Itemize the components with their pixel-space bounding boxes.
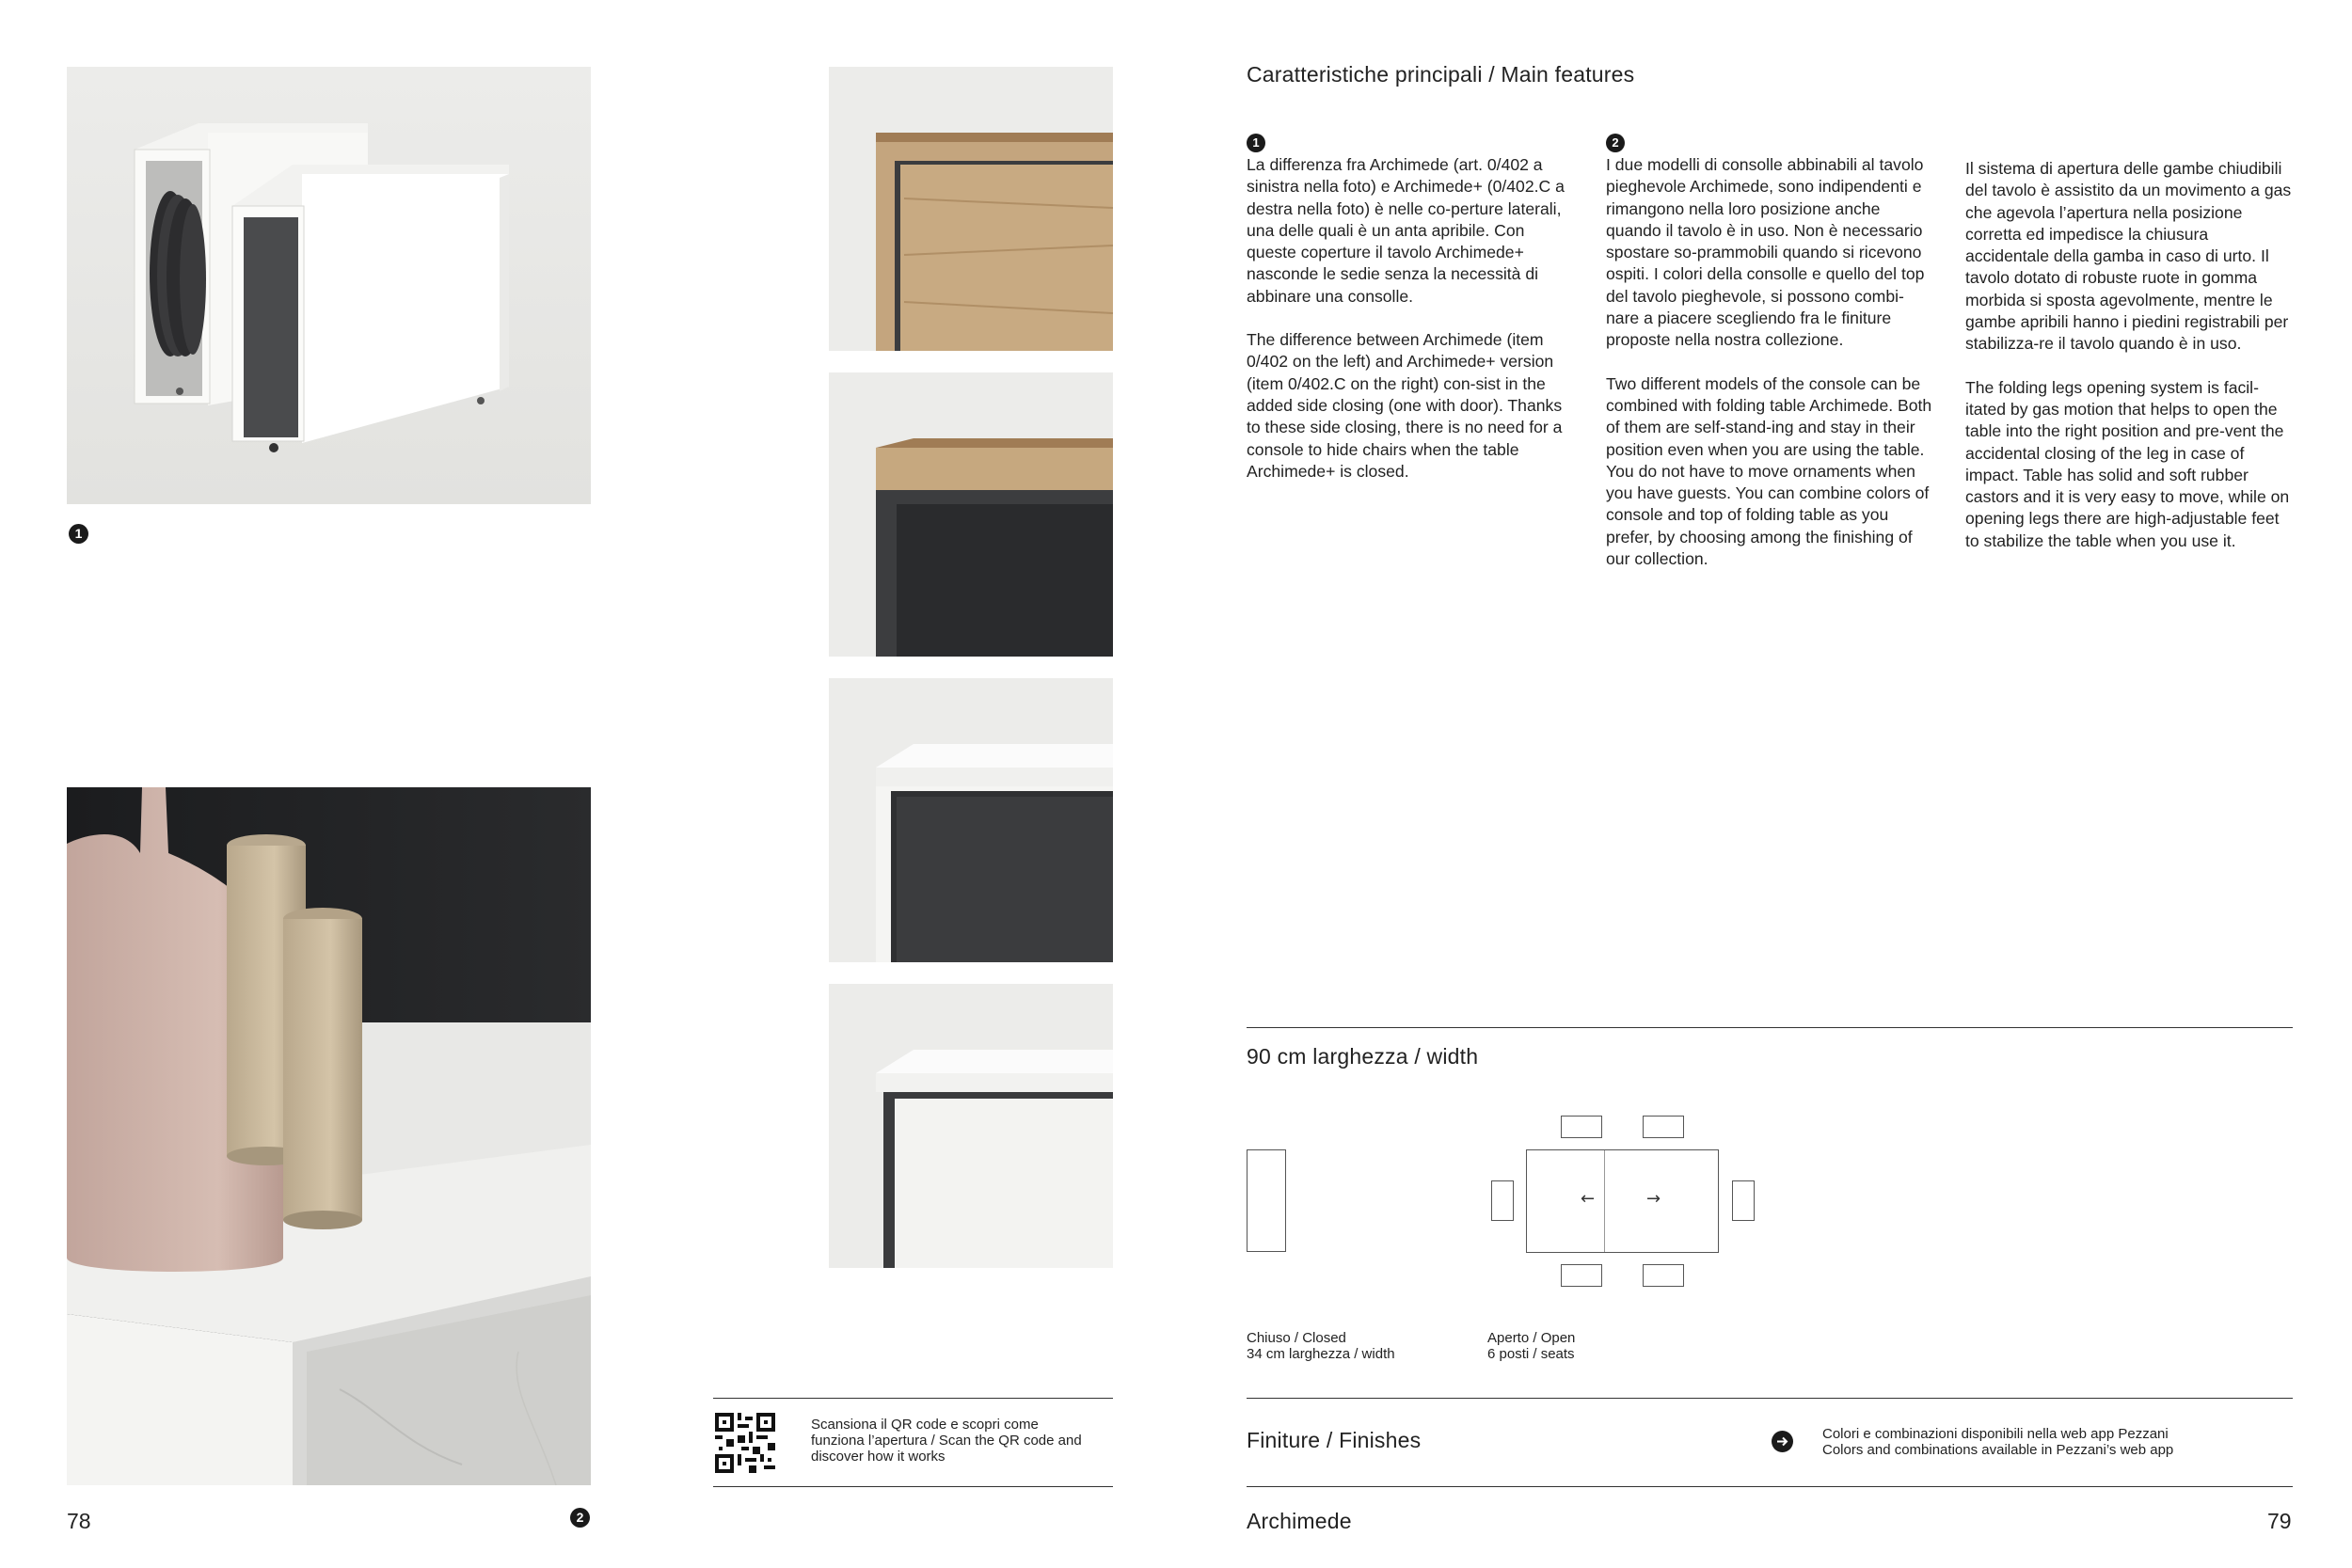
detail-white-top-white xyxy=(829,984,1113,1268)
finishes-note-2: Colors and combinations available in Pezzani’s web app xyxy=(1822,1442,2174,1458)
qr-caption: Scansiona il QR code e scopri come funziona l’apertura / Scan the QR code and discover how it works xyxy=(811,1417,1082,1465)
detail-white-top-black xyxy=(829,678,1113,962)
detail-wood-top-black-illustration xyxy=(829,372,1113,657)
feature-column-3 xyxy=(1965,158,2295,574)
detail-white-top-black-illustration xyxy=(829,678,1113,962)
open-table-diagram xyxy=(1526,1149,1719,1253)
arrow-left-icon: ← xyxy=(1581,1189,1596,1209)
page-number-left: 78 xyxy=(67,1509,91,1533)
feature-2-it: I due modelli di consolle abbinabili al tavolo pieghevole Archimede, sono indipendenti e rimangono nella loro posizione anche quando il tavolo è in uso. Non è necessario spostare so-prammobili quando si ricevono ospiti. I colori della consolle e quello del top del tavolo pieghevole, si possono combi-nare a piacere scegliendo fra le finiture proposte nella nostra collezione. xyxy=(1606,155,1925,350)
open-label-2: 6 posti / seats xyxy=(1487,1346,1575,1362)
chair-left xyxy=(1491,1180,1514,1221)
detail-white-top-white-illustration xyxy=(829,984,1113,1268)
qr-code-pattern xyxy=(715,1413,775,1473)
closed-label-2: 34 cm larghezza / width xyxy=(1247,1346,1395,1362)
closed-table-diagram xyxy=(1247,1149,1286,1252)
vases-illustration xyxy=(67,787,591,1485)
open-label-1: Aperto / Open xyxy=(1487,1330,1576,1346)
feature-column-2 xyxy=(1606,134,1935,592)
qr-code[interactable] xyxy=(715,1413,775,1473)
photo-consoles xyxy=(67,67,591,504)
arrow-circle-icon[interactable] xyxy=(1772,1431,1793,1452)
finishes-bottom-rule xyxy=(1247,1486,2293,1487)
page-number-right: 79 xyxy=(2267,1509,2292,1533)
arrow-right-icon: → xyxy=(1646,1189,1661,1209)
width-section-rule xyxy=(1247,1027,2293,1028)
finishes-note-1: Colori e combinazioni disponibili nella web app Pezzani xyxy=(1822,1426,2169,1442)
chair-bottom-left xyxy=(1561,1264,1602,1287)
feature-badge-2: 2 xyxy=(1606,134,1625,152)
photo1-badge: 1 xyxy=(69,524,88,544)
chair-bottom-right xyxy=(1643,1264,1684,1287)
feature-1-it: La differenza fra Archimede (art. 0/402 a sinistra nella foto) e Archimede+ (0/402.C a destra nella foto) è nelle co-perture laterali, una delle quali è un anta apribile. Con queste coperture il tavolo Archimede+ nasconde le sedie senza la necessità di abbinare una consolle. xyxy=(1247,155,1565,306)
qr-top-rule xyxy=(713,1398,1113,1399)
product-name: Archimede xyxy=(1247,1509,1352,1533)
detail-wood-top-dark-illustration xyxy=(829,67,1113,351)
closed-label-1: Chiuso / Closed xyxy=(1247,1330,1346,1346)
arrow-circle-glyph xyxy=(1772,1431,1793,1452)
chair-top-left xyxy=(1561,1116,1602,1138)
feature-column-1 xyxy=(1247,134,1576,504)
finishes-top-rule xyxy=(1247,1398,2293,1399)
finishes-title: Finiture / Finishes xyxy=(1247,1428,1422,1452)
chair-right xyxy=(1732,1180,1755,1221)
feature-badge-1: 1 xyxy=(1247,134,1265,152)
section-title: Caratteristiche principali / Main features xyxy=(1247,62,1635,87)
feature-2-en: Two different models of the console can be combined with folding table Archimede. Both of them are self-stand-ing and stay in their position even when you are using the table. You do not have to move ornaments when you have guests. You can combine colors of console and top of folding table as you prefer, by choosing among the finishing of our collection. xyxy=(1606,373,1932,569)
photo2-badge: 2 xyxy=(570,1508,590,1528)
width-title: 90 cm larghezza / width xyxy=(1247,1044,1479,1069)
detail-wood-top-dark xyxy=(829,67,1113,351)
detail-wood-top-black xyxy=(829,372,1113,657)
feature-3-en: The folding legs opening system is facil-itated by gas motion that helps to open the table into the right position and pre-vent the accidental closing of the leg in case of impact. Table has solid and soft rubber castors and it is very easy to move, while on opening legs there are high-adjustable feet to stabilize the table when you use it. xyxy=(1965,377,2290,550)
feature-3-it: Il sistema di apertura delle gambe chiudibili del tavolo è assistito da un movimento a gas che agevola l’apertura nella posizione corretta ed impedisce la chiusura accidentale della gamba in caso di urto. Il tavolo dotato di robuste ruote in gomma morbida si sposta agevolmente, mentre le gambe apribili hanno i piedini registrabili per stabilizza-re il tavolo quando è in uso. xyxy=(1965,159,2292,354)
feature-1-en: The difference between Archimede (item 0/402 on the left) and Archimede+ version (item 0/402.C on the right) con-sist in the added side closing (one with door). Thanks to these side closing, there is no need for a console to hide chairs when the table Archimede+ is closed. xyxy=(1247,330,1563,481)
photo-vases xyxy=(67,787,591,1485)
qr-bottom-rule xyxy=(713,1486,1113,1487)
chair-top-right xyxy=(1643,1116,1684,1138)
open-table-center-line xyxy=(1604,1150,1605,1252)
consoles-illustration xyxy=(67,67,591,504)
